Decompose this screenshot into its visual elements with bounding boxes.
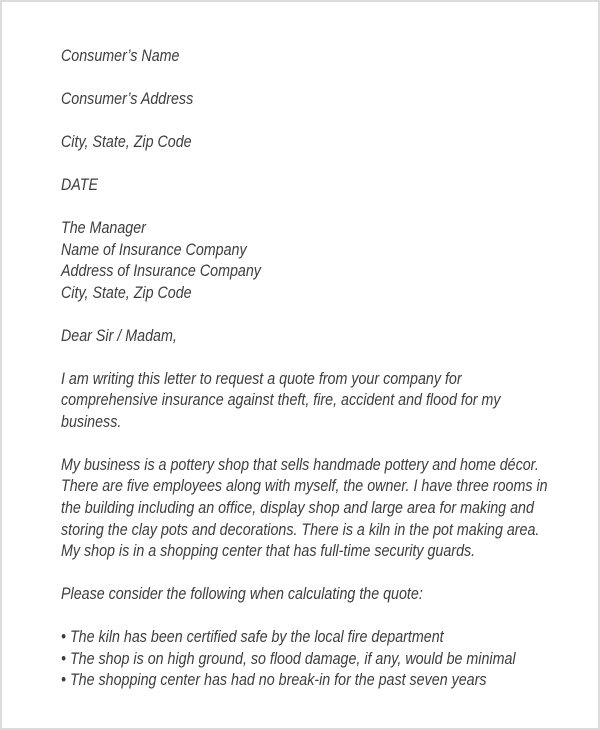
- sender-address: Consumer’s Address: [61, 89, 194, 108]
- recipient-company-address: Address of Insurance Company: [61, 262, 261, 281]
- list-item: • The shop is on high ground, so flood damage, if any, would be minimal: [61, 649, 516, 668]
- sender-city-state-zip: City, State, Zip Code: [61, 132, 192, 151]
- paragraph-line: There are five employees along with myself, the owner. I have three rooms in: [61, 477, 548, 496]
- sender-block: [61, 46, 554, 197]
- recipient-company-name: Name of Insurance Company: [61, 240, 247, 259]
- list-item: • The kiln has been certified safe by the local fire department: [61, 628, 444, 647]
- considerations-intro: Please consider the following when calculating the quote:: [61, 585, 423, 604]
- paragraph-line: My business is a pottery shop that sells handmade pottery and home décor.: [61, 455, 539, 474]
- paragraph-line: comprehensive insurance against theft, fire, accident and flood for my: [61, 391, 501, 410]
- paragraph-request: [61, 369, 554, 434]
- recipient-block: [61, 218, 554, 304]
- paragraph-line: the building including an office, display shop and large area for making and: [61, 499, 534, 518]
- salutation: Dear Sir / Madam,: [61, 326, 177, 345]
- considerations-list: [61, 627, 554, 692]
- paragraph-line: business.: [61, 412, 122, 431]
- recipient-city-state-zip: City, State, Zip Code: [61, 283, 192, 302]
- recipient-title: The Manager: [61, 218, 146, 237]
- letter-body: [61, 46, 554, 692]
- paragraph-line: My shop is in a shopping center that has full-time security guards.: [61, 542, 476, 561]
- paragraph-business-description: [61, 455, 554, 563]
- sender-name: Consumer’s Name: [61, 47, 180, 65]
- list-item: • The shopping center has had no break-in for the past seven years: [61, 671, 487, 690]
- paragraph-line: storing the clay pots and decorations. There is a kiln in the pot making area.: [61, 520, 540, 539]
- paragraph-line: I am writing this letter to request a quote from your company for: [61, 369, 462, 388]
- letter-date: DATE: [61, 175, 99, 194]
